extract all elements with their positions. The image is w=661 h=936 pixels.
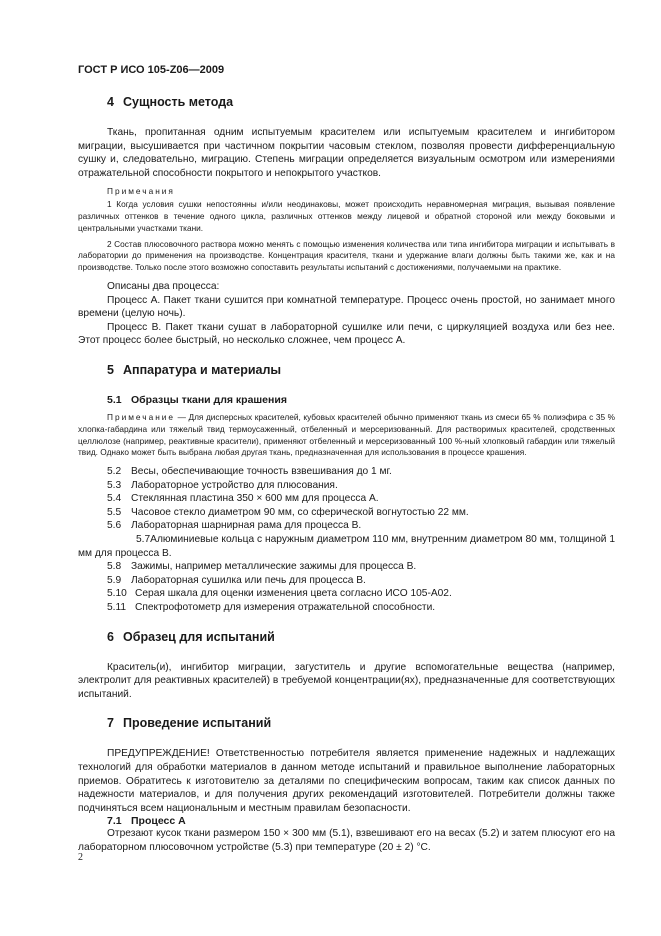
document-header: ГОСТ Р ИСО 105-Z06—2009 [78, 64, 225, 76]
process-b-text: Пакет ткани сушат в лабораторной сушилке или печи, с циркуляцией воздуха или без нее. Этот процесс более быстрый, но несколько сложнее, чем процесс А. [78, 321, 615, 347]
list-item [78, 560, 615, 574]
section-number: 7 [107, 716, 114, 731]
list-item [78, 601, 615, 615]
list-item [78, 506, 615, 520]
item-text: Стеклянная пластина 350 × 600 мм для процесса А. [131, 493, 379, 505]
item-text: Часовое стекло диаметром 90 мм, со сферической вогнутостью 22 мм. [131, 506, 469, 518]
section-5-heading [78, 363, 615, 377]
notes-title: Примечания [107, 186, 175, 197]
section-number: 6 [107, 629, 114, 644]
list-item [78, 533, 615, 560]
process-b-description [78, 321, 615, 348]
list-item [78, 492, 615, 506]
safety-warning: ПРЕДУПРЕЖДЕНИЕ! Ответственностью потребителя является применение надежных и надлежащих технологий для обработки материалов в данном методе испытаний и правильное выполнение лабораторных приемов. Обратитесь к изготовителю за деталями по специфическим вопросам, таким как список данных по надежности материалов, и для получения других рекомендаций изготовителей. Потребители должны также подчиняться всем национальным и местным правилам безопасности. [78, 748, 615, 814]
section-title: Сущность метода [123, 95, 234, 109]
section-number: 5 [107, 362, 114, 377]
processes-intro: Описаны два процесса: [107, 280, 220, 292]
section-6-heading [78, 630, 615, 644]
item-number: 5.4 [107, 493, 122, 505]
item-text: Серая шкала для оценки изменения цвета согласно ИСО 105-А02. [135, 588, 452, 600]
list-item [78, 479, 615, 493]
section-5-note [78, 412, 615, 459]
note-text: — Для дисперсных красителей, кубовых красителей обычно применяют ткань из смеси 65 % полиэфира с 35 % хлопка-габардина или тяжелый твид термоусаженный, отбеленный и мерсеризованный. Для растворимых красителей, сродственных целлюлозе (например, реактивные красители), применяют отбеленный и мерсеризованный 100 %-ный хлопковый габардин или тяжелый твид. Однако может быть выбрана любая другая ткань, предназначенная для использования в процессе крашения. [78, 411, 615, 458]
section-4-paragraph: Ткань, пропитанная одним испытуемым красителем или испытуемым красителем и ингибитором миграции, высушивается при частичном покрытии часовым стеклом, позволяя провести дифференциальную сушку и, следовательно, миграцию. Степень миграции определяется визуальным осмотром или измерениями отражательной способности покрытого и непокрытого участков. [78, 127, 615, 179]
process-a-text: Пакет ткани сушится при комнатной температуре. Процесс очень простой, но занимает много времени (целую ночь). [78, 294, 615, 320]
note-label: Примечание [107, 411, 176, 422]
list-item [78, 587, 615, 601]
subsection-number: 7.1 [107, 815, 122, 828]
item-text: Весы, обеспечивающие точность взвешивания до 1 мг. [131, 466, 392, 478]
section-4-heading [78, 95, 615, 109]
section-title: Аппаратура и материалы [123, 362, 282, 377]
item-text: Лабораторная сушилка или печь для процесса В. [131, 574, 366, 586]
document-body [78, 80, 615, 855]
section-7-heading [78, 716, 615, 730]
item-number: 5.8 [107, 561, 122, 573]
section-title: Образец для испытаний [123, 629, 275, 644]
process-a-description [78, 294, 615, 321]
item-number: 5.10 [107, 588, 127, 600]
list-item [78, 574, 615, 588]
subsection-title: Образцы ткани для крашения [131, 393, 287, 406]
subsection-title: Процесс А [131, 815, 186, 828]
list-item [78, 465, 615, 479]
process-b-label: Процесс В. [107, 321, 162, 333]
page-number: 2 [78, 852, 83, 863]
subsection-5-1-heading [78, 394, 615, 406]
item-text: Лабораторное устройство для плюсования. [131, 479, 338, 491]
process-a-label: Процесс А. [107, 294, 161, 306]
equipment-list [78, 465, 615, 615]
section-title: Проведение испытаний [123, 716, 272, 731]
item-number: 5.3 [107, 479, 122, 491]
item-number: 5.5 [107, 506, 122, 518]
item-number: 5.9 [107, 574, 122, 586]
note-1: 1 Когда условия сушки непостоянны и/или неодинаковы, может происходить неравномерная миграция, вызывая появление различных оттенков в течение одного цикла, различных оттенков между лицевой и обратной стороной или между боковыми и центральными участками ткани. [78, 199, 615, 233]
item-number: 5.2 [107, 466, 122, 478]
item-number: 5.6 [107, 520, 122, 532]
list-item [78, 519, 615, 533]
item-number: 5.7 [136, 534, 151, 546]
subsection-7-1-heading [78, 815, 615, 827]
item-number: 5.11 [107, 602, 127, 614]
item-text: Зажимы, например металлические зажимы для процесса В. [131, 561, 417, 573]
section-6-paragraph: Краситель(и), ингибитор миграции, загуститель и другие вспомогательные вещества (например, электролит для реактивных красителей) в требуемой концентрации(ях), предназначенные для соответствующих испытаний. [78, 661, 615, 700]
process-a-procedure: Отрезают кусок ткани размером 150 × 300 мм (5.1), взвешивают его на весах (5.2) и затем плюсуют его на лабораторном плюсовочном устройстве (5.3) при температуре (20 ± 2) °С. [78, 828, 615, 853]
item-text: Спектрофотометр для измерения отражательной способности. [135, 602, 436, 614]
item-text: Алюминиевые кольца с наружным диаметром 110 мм, внутренним диаметром 80 мм, толщиной 1 мм для процесса В. [78, 534, 615, 559]
item-text: Лабораторная шарнирная рама для процесса В. [131, 520, 362, 532]
subsection-number: 5.1 [107, 393, 122, 406]
note-2: 2 Состав плюсовочного раствора можно менять с помощью изменения количества или типа ингибитора миграции и испытывать в лаборатории до применения на производстве. Концентрация красителя, ткани и удержание влаги должны быть такими же, как и на производстве. Только после этого возможно сопоставить результаты испытаний с достижениями, получаемыми на практике. [78, 238, 615, 273]
section-number: 4 [107, 95, 114, 109]
